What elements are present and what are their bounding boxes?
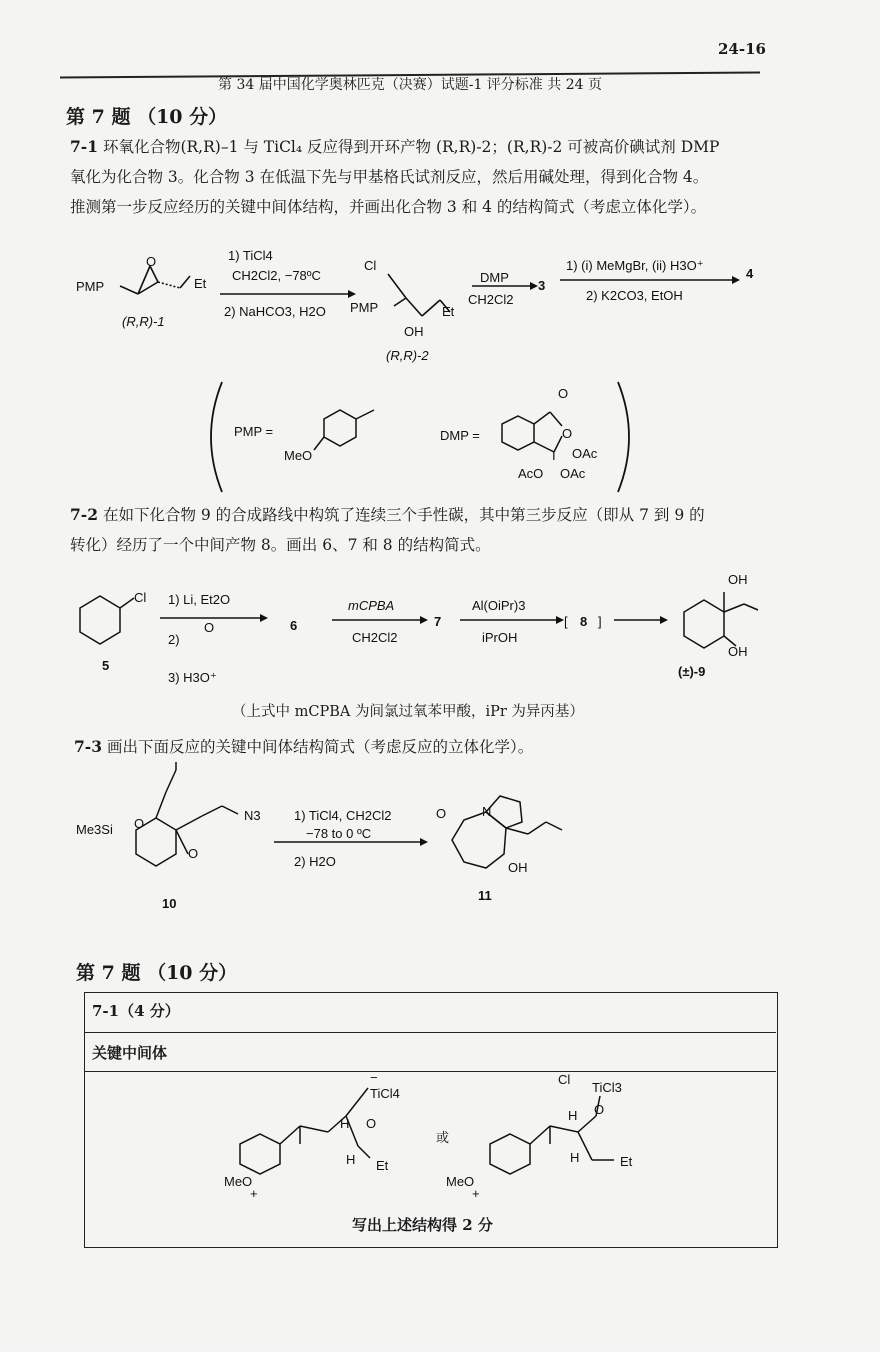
pmp-label-2: PMP — [350, 300, 379, 315]
bracket-right: ] — [598, 614, 602, 629]
arrow-1-head — [348, 290, 356, 298]
arrow-2-head — [530, 282, 538, 290]
answer-ticl4: TiCl4 — [370, 1086, 400, 1101]
et-label-2: Et — [442, 304, 455, 319]
scheme-3 — [76, 762, 596, 912]
arrow-7-head — [556, 616, 564, 624]
answer-score-note: 写出上述结构得 2 分 — [352, 1216, 493, 1234]
scheme-2-note: （上式中 mCPBA 为间氯过氧苯甲酸，iPr 为异丙基） — [232, 704, 584, 720]
cl-5: Cl — [134, 590, 147, 605]
compound-9: (±)-9 — [678, 664, 706, 679]
answer-o-2: O — [594, 1102, 605, 1117]
compound-6: 6 — [290, 618, 298, 633]
arrow-8-head — [660, 616, 668, 624]
answer-h-2b: H — [570, 1150, 580, 1165]
dmp-o-ring: O — [562, 426, 573, 441]
et-label-1: Et — [194, 276, 207, 291]
r1-10: 1) TiCl4, CH2Cl2 — [294, 808, 392, 823]
q73-line: 画出下面反应的关键中间体结构简式（考虑反应的立体化学）。 — [106, 738, 534, 756]
step-3b: 2) K2CO3, EtOH — [586, 288, 683, 303]
left-paren — [211, 382, 222, 492]
q72-line-2: 转化）经历了一个中间产物 8。画出 6、7 和 8 的结构简式。 — [70, 536, 491, 554]
scheme-1 — [60, 236, 780, 366]
q72-text — [70, 500, 760, 560]
iproh: iPrOH — [482, 630, 518, 645]
r2-5: 2) — [168, 632, 180, 647]
arrow-5-head — [260, 614, 268, 622]
dmp-eq: DMP = — [440, 428, 480, 443]
answer-ticl3: TiCl3 — [592, 1080, 622, 1095]
epoxide-structure — [120, 266, 190, 294]
compound-4: 4 — [746, 266, 754, 281]
compound-10: 10 — [162, 896, 177, 911]
step-1c: 2) NaHCO3, H2O — [224, 304, 326, 319]
compound-8: 8 — [580, 614, 588, 629]
q72-label: 7-2 — [70, 505, 99, 524]
reagent-definitions — [200, 378, 640, 496]
dmp-i: I — [552, 448, 556, 463]
ch2cl2-6: CH2Cl2 — [352, 630, 398, 645]
compound-3: 3 — [538, 278, 546, 293]
dmp-solvent: CH2Cl2 — [468, 292, 514, 307]
oh-9-top: OH — [728, 572, 748, 587]
answer-ring-left — [240, 1134, 280, 1174]
q71-label: 7-1 — [70, 137, 99, 156]
bracket-left: [ — [564, 614, 568, 629]
me3si: Me3Si — [76, 822, 113, 837]
answer-row-1 — [84, 992, 776, 1033]
oh-label-2: OH — [404, 324, 424, 339]
cyclohexene-5 — [80, 596, 120, 644]
q71-line-3: 推测第一步反应经历的关键中间体结构，并画出化合物 3 和 4 的结构简式（考虑立体化学）。 — [70, 198, 707, 216]
compound-1-label: (R,R)-1 — [122, 314, 165, 329]
q71-text — [70, 132, 760, 222]
pyrrolidine-11 — [486, 796, 522, 828]
compound-5: 5 — [102, 658, 110, 673]
cl-label-2: Cl — [364, 258, 377, 273]
al-reagent: Al(OiPr)3 — [472, 598, 526, 613]
dmp-ring — [502, 416, 534, 450]
dmp-o-top: O — [558, 386, 569, 401]
answer-structures — [200, 1070, 680, 1204]
dmp-oac-2: OAc — [560, 466, 586, 481]
pmp-eq: PMP = — [234, 424, 274, 439]
answer-ring-right — [490, 1134, 530, 1174]
q71-line-2: 氧化为化合物 3。化合物 3 在低温下先与甲基格氏试剂反应，然后用碱处理，得到化合物 4。 — [70, 168, 709, 186]
answer-h-1a: H — [340, 1116, 350, 1131]
q71-line-1: 环氧化合物(R,R)–1 与 TiCl₄ 反应得到开环产物 (R,R)-2；(R,R)-2 可被高价碘试剂 DMP — [102, 138, 720, 156]
o-11: O — [436, 806, 447, 821]
q73-label: 7-3 — [74, 737, 103, 756]
answer-cl: Cl — [558, 1072, 571, 1087]
arrow-6-head — [420, 616, 428, 624]
o-silyl: O — [134, 816, 145, 831]
scheme-2 — [64, 570, 764, 692]
answer-minus-1: − — [370, 1070, 378, 1085]
answer-plus-2: + — [472, 1186, 480, 1201]
arrow-3-head — [732, 276, 740, 284]
compound-2-structure — [388, 274, 450, 316]
step-1b: CH2Cl2, −78ºC — [232, 268, 321, 283]
r1-5: 1) Li, Et2O — [168, 592, 231, 607]
q73-text — [74, 732, 764, 762]
mcpba: mCPBA — [348, 598, 395, 613]
compound-7: 7 — [434, 614, 442, 629]
answer-o-1: O — [366, 1116, 377, 1131]
right-paren — [618, 382, 629, 492]
r3-5: 3) H3O⁺ — [168, 670, 217, 685]
answer-h-2a: H — [568, 1108, 578, 1123]
ring-11 — [452, 812, 506, 868]
answer-row-2 — [84, 1033, 776, 1072]
r2-10: 2) H2O — [294, 854, 336, 869]
n3: N3 — [244, 808, 261, 823]
answer-h-1b: H — [346, 1152, 356, 1167]
cyclohexane-9 — [684, 600, 724, 648]
arrow-10-head — [420, 838, 428, 846]
answer-meo-1: MeO — [224, 1174, 253, 1189]
step-3a: 1) (i) MeMgBr, (ii) H3O⁺ — [566, 258, 704, 273]
n-11: N — [482, 804, 492, 819]
dmp-oac-1: OAc — [572, 446, 598, 461]
compound-2-label: (R,R)-2 — [386, 348, 429, 363]
oh-11: OH — [508, 860, 528, 875]
q72-line-1: 在如下化合物 9 的合成路线中构筑了连续三个手性碳，其中第三步反应（即从 7 到 9 的 — [102, 506, 705, 524]
answer-title: 第 7 题 （10 分） — [76, 962, 238, 984]
pmp-label-1: PMP — [76, 279, 105, 294]
epoxide-o: O — [146, 254, 157, 269]
dmp-reagent: DMP — [480, 270, 509, 285]
question-title: 第 7 题 （10 分） — [66, 106, 228, 128]
answer-meo-2: MeO — [446, 1174, 475, 1189]
answer-or: 或 — [436, 1130, 450, 1145]
compound-11: 11 — [478, 888, 492, 903]
pmp-ring — [324, 410, 356, 446]
dmp-aco: AcO — [518, 466, 544, 481]
page-number: 24-16 — [718, 40, 766, 58]
answer-key-intermediate: 关键中间体 — [92, 1044, 168, 1062]
o-epoxide: O — [188, 846, 199, 861]
r1b-10: −78 to 0 ºC — [306, 826, 372, 841]
answer-plus-1: + — [250, 1186, 258, 1201]
pmp-meo: MeO — [284, 448, 313, 463]
answer-sub-label: 7-1（4 分） — [92, 1002, 180, 1020]
acetone-o: O — [204, 620, 215, 635]
answer-et-1: Et — [376, 1158, 389, 1173]
running-title: 第 34 届中国化学奥林匹克（决赛）试题-1 评分标准 共 24 页 — [218, 77, 602, 93]
oh-9-bottom: OH — [728, 644, 748, 659]
answer-et-2: Et — [620, 1154, 633, 1169]
step-1a: 1) TiCl4 — [228, 248, 273, 263]
